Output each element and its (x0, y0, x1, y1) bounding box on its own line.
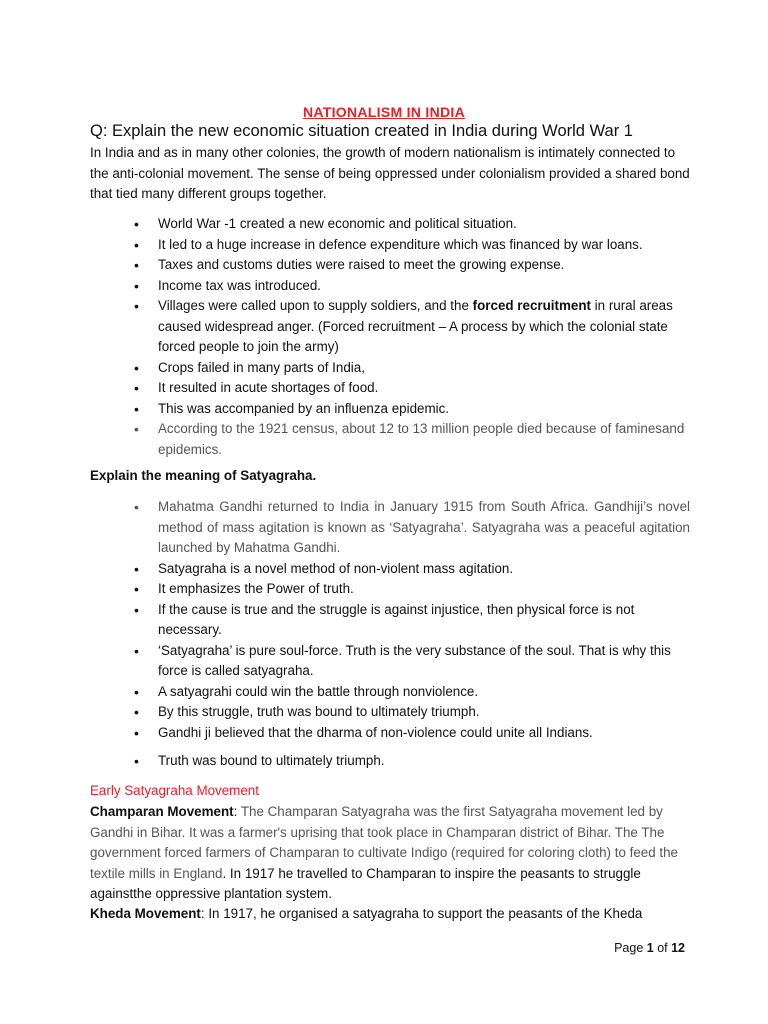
satyagraha-heading: Explain the meaning of Satyagraha. (90, 468, 317, 483)
page-number (614, 941, 685, 955)
early-satyagraha-heading: Early Satyagraha Movement (90, 783, 259, 798)
list-item (90, 296, 690, 358)
list-item: • A satyagrahi could win the battle through nonviolence. (90, 682, 690, 703)
satyagraha-list-extra (90, 751, 690, 772)
list-item: • ‘Satyagraha’ is pure soul-force. Truth is the very substance of the soul. That is why this force is called satyagraha. (90, 641, 690, 682)
list-item: • World War -1 created a new economic and political situation. (90, 214, 690, 235)
list-item: • Gandhi ji believed that the dharma of non-violence could unite all Indians. (90, 723, 690, 744)
satyagraha-list (90, 497, 690, 743)
list-item-text: in rural areas caused widespread anger. (Forced recruitment – A process by which the colonial state forced people to join the army) (158, 298, 673, 354)
list-item: • Income tax was introduced. (90, 276, 690, 297)
champaran-colon: : (233, 804, 241, 819)
list-item: • By this struggle, truth was bound to ultimately triumph. (90, 702, 690, 723)
bold-term: forced recruitment (472, 298, 591, 313)
economic-situation-list (90, 214, 690, 460)
list-item: • Satyagraha is a novel method of non-violent mass agitation. (90, 559, 690, 580)
list-item: • It resulted in acute shortages of food. (90, 378, 690, 399)
current-page: 1 (646, 941, 654, 955)
kheda-text: : In 1917, he organised a satyagraha to support the peasants of the Kheda (200, 906, 643, 921)
champaran-paragraph (90, 802, 690, 905)
list-item: • Taxes and customs duties were raised to meet the growing expense. (90, 255, 690, 276)
page-prefix: Page (614, 941, 647, 955)
champaran-text-gray: The Champaran Satyagraha was the first Satyagraha movement led by Gandhi in Bihar. It was a farmer's uprising that took place in Champaran district of Bihar. The The government forced farmers of Champaran to cultivate Indigo (required for coloring cloth) to feed the textile mills in England (90, 804, 679, 881)
list-item: • It led to a huge increase in defence expenditure which was financed by war loans. (90, 235, 690, 256)
page-middle: of (653, 941, 672, 955)
kheda-label: Kheda Movement (90, 906, 201, 921)
list-item: • Crops failed in many parts of India, (90, 358, 690, 379)
kheda-paragraph (90, 904, 690, 925)
list-item: • It emphasizes the Power of truth. (90, 579, 690, 600)
intro-paragraph: In India and as in many other colonies, the growth of modern nationalism is intimately connected to the anti-colonial movement. The sense of being oppressed under colonialism provided a shared bond that tied many different groups together. (90, 145, 690, 201)
list-item-text: Villages were called upon to supply soldiers, and the (158, 298, 473, 313)
document-title: NATIONALISM IN INDIA (302, 104, 466, 120)
total-pages: 12 (671, 941, 685, 955)
list-item: • According to the 1921 census, about 12 to 13 million people died because of faminesand epidemics. (90, 419, 690, 460)
question-heading: Q: Explain the new economic situation created in India during World War 1 (90, 122, 633, 140)
champaran-text: . In 1917 he travelled to Champaran to inspire the peasants to struggle againstthe oppressive plantation system. (90, 865, 641, 901)
list-item: • Truth was bound to ultimately triumph. (90, 751, 690, 772)
list-item: • This was accompanied by an influenza epidemic. (90, 399, 690, 420)
list-item: • Mahatma Gandhi returned to India in January 1915 from South Africa. Gandhiji’s novel method of mass agitation is known as ‘Satyagraha’. Satyagraha was a peaceful agitation launched by Mahatma Gandhi. (90, 497, 690, 559)
champaran-label: Champaran Movement (90, 804, 234, 819)
list-item: • If the cause is true and the struggle is against injustice, then physical force is not necessary. (90, 600, 690, 641)
